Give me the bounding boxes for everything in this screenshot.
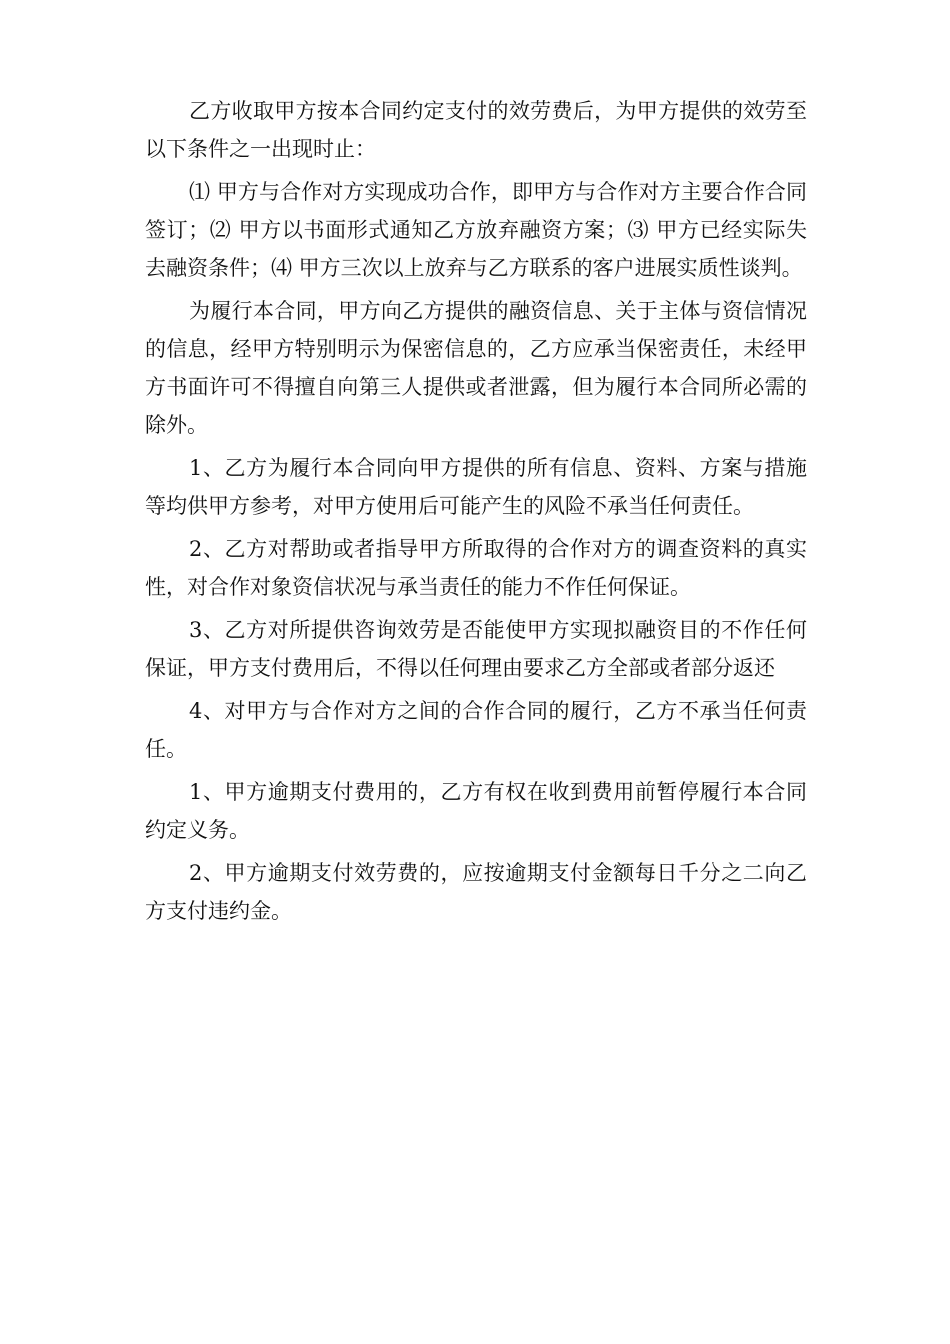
paragraph-late-payment-penalty: 2、甲方逾期支付效劳费的，应按逾期支付金额每日千分之二向乙方支付违约金。 — [145, 861, 807, 923]
paragraph-confidentiality: 为履行本合同，甲方向乙方提供的融资信息、关于主体与资信情况的信息，经甲方特别明示为保密信息的，乙方应承当保密责任，未经甲方书面许可不得擅自向第三人提供或者泄露，但为履行本合同所必需的除外。 — [145, 299, 807, 437]
document-body — [145, 92, 807, 935]
paragraph-service-term: 乙方收取甲方按本合同约定支付的效劳费后，为甲方提供的效劳至以下条件之一出现时止： — [145, 99, 807, 161]
paragraph-clause-1-reference: 1、乙方为履行本合同向甲方提供的所有信息、资料、方案与措施等均供甲方参考，对甲方使用后可能产生的风险不承当任何责任。 — [145, 456, 807, 518]
paragraph-termination-conditions: ⑴ 甲方与合作对方实现成功合作，即甲方与合作对方主要合作合同签订；⑵ 甲方以书面形式通知乙方放弃融资方案；⑶ 甲方已经实际失去融资条件；⑷ 甲方三次以上放弃与乙方联系的客户进展实质性谈判。 — [145, 180, 807, 280]
paragraph-late-payment-suspend: 1、甲方逾期支付费用的，乙方有权在收到费用前暂停履行本合同约定义务。 — [145, 780, 807, 842]
paragraph-clause-2-authenticity: 2、乙方对帮助或者指导甲方所取得的合作对方的调查资料的真实性，对合作对象资信状况与承当责任的能力不作任何保证。 — [145, 537, 807, 599]
paragraph-clause-3-no-guarantee: 3、乙方对所提供咨询效劳是否能使甲方实现拟融资目的不作任何保证，甲方支付费用后，不得以任何理由要求乙方全部或者部分返还 — [145, 618, 807, 680]
paragraph-clause-4-performance: 4、对甲方与合作对方之间的合作合同的履行，乙方不承当任何责任。 — [145, 699, 807, 761]
